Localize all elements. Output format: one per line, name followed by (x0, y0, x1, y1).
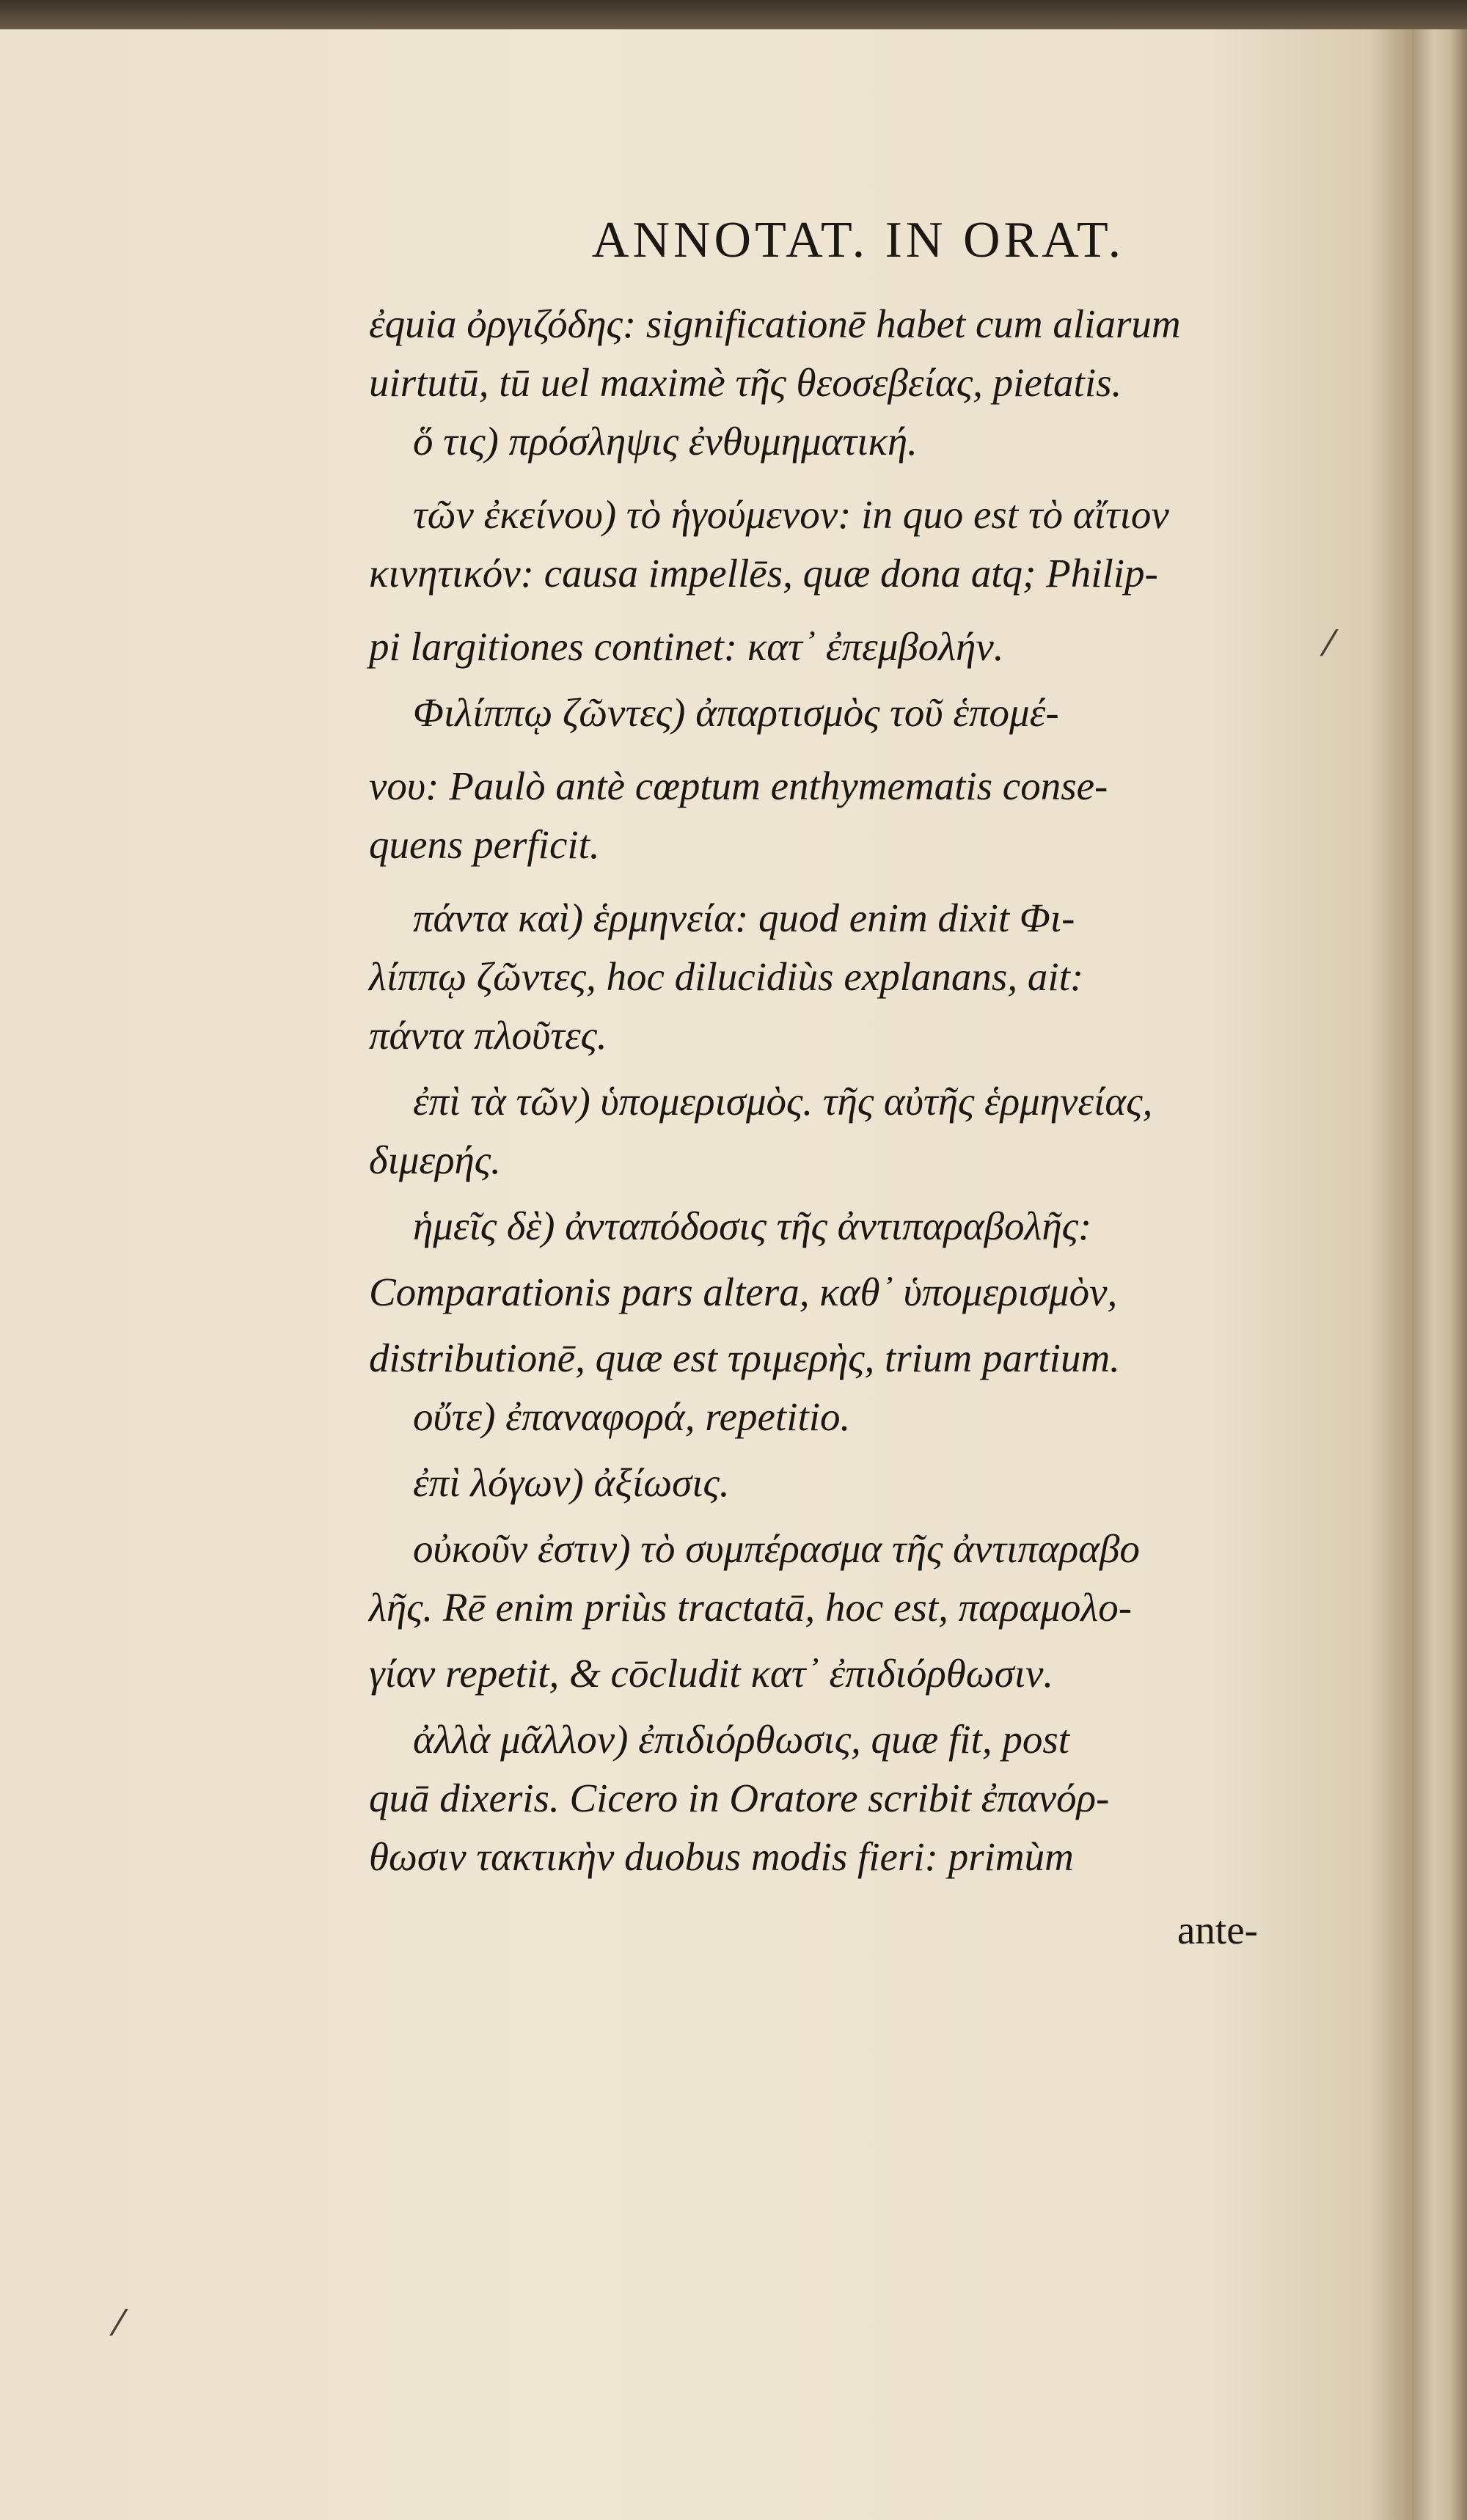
text-line: ἡμεῖς δὲ) ἀνταπόδοσις τῆς ἀντιπαραβολῆς: (413, 1204, 1092, 1248)
text-line: pi largitiones continet: κατ᾽ ἐπεμβολήν. (369, 624, 1004, 669)
text-line: πάντα πλοῦτες. (369, 1013, 607, 1058)
text-line: ἐπὶ λόγων) ἀξίωσις. (413, 1460, 730, 1505)
ink-mark: ⁄ (116, 2303, 122, 2344)
text-line: Comparationis pars altera, καθ᾽ ὑπομερισμὸν, (369, 1270, 1118, 1314)
gutter-shadow (1379, 29, 1416, 2520)
text-line: uirtutū, tū uel maximè τῆς θεοσεβείας, pietatis. (369, 360, 1122, 405)
text-line: ἐπὶ τὰ τῶν) ὑπομερισμὸς. τῆς αὐτῆς ἑρμηνείας, (413, 1079, 1153, 1124)
text-line: λίππῳ ζῶντες, hoc dilucidiùs explanans, ait: (369, 954, 1084, 999)
text-line: λῆς. Rē enim priùs tractatā, hoc est, παραμολο- (369, 1585, 1133, 1630)
margin-mark: ⁄ (1326, 623, 1333, 664)
text-line: νου: Paulò antè cœptum enthymematis conse- (369, 763, 1108, 808)
text-line: τῶν ἐκείνου) τὸ ἡγούμενον: in quo est τὸ αἴτιον (413, 492, 1169, 537)
text-line: κινητικόν: causa impellēs, quæ dona atq; Philip- (369, 551, 1158, 596)
text-line: ἐquia ὀργιζόδης: significationē habet cum aliarum (369, 301, 1181, 346)
text-line: distributionē, quæ est τριμερὴς, trium partium. (369, 1336, 1120, 1380)
text-line: θωσιν τακτικὴν duobus modis fieri: primùm (369, 1834, 1074, 1879)
text-line: ὅ τις) πρόσληψις ἐνθυμηματική. (413, 419, 918, 464)
text-line: γίαν repetit, & cōcludit κατ᾽ ἐπιδιόρθωσιν. (369, 1651, 1054, 1696)
text-line: quā dixeris. Cicero in Oratore scribit ἐπανόρ- (369, 1776, 1110, 1820)
text-line: Φιλίππῳ ζῶντες) ἀπαρτισμὸς τοῦ ἑπομέ- (413, 690, 1059, 735)
text-line: ἀλλὰ μᾶλλον) ἐπιδιόρθωσις, quæ fit, post (413, 1717, 1070, 1762)
text-line: οὐκοῦν ἐστιν) τὸ συμπέρασμα τῆς ἀντιπαραβο (413, 1526, 1140, 1571)
text-line: quens perficit. (369, 822, 600, 867)
book-spine (1412, 29, 1467, 2520)
text-line: οὔτε) ἐπαναφορά, repetitio. (413, 1394, 851, 1439)
catchword: ante- (1177, 1908, 1258, 1952)
text-line: πάντα καὶ) ἑρμηνεία: quod enim dixit Φι- (413, 895, 1075, 940)
running-header: ANNOTAT. IN ORAT. (591, 212, 1125, 268)
text-line: διμερής. (369, 1138, 501, 1182)
